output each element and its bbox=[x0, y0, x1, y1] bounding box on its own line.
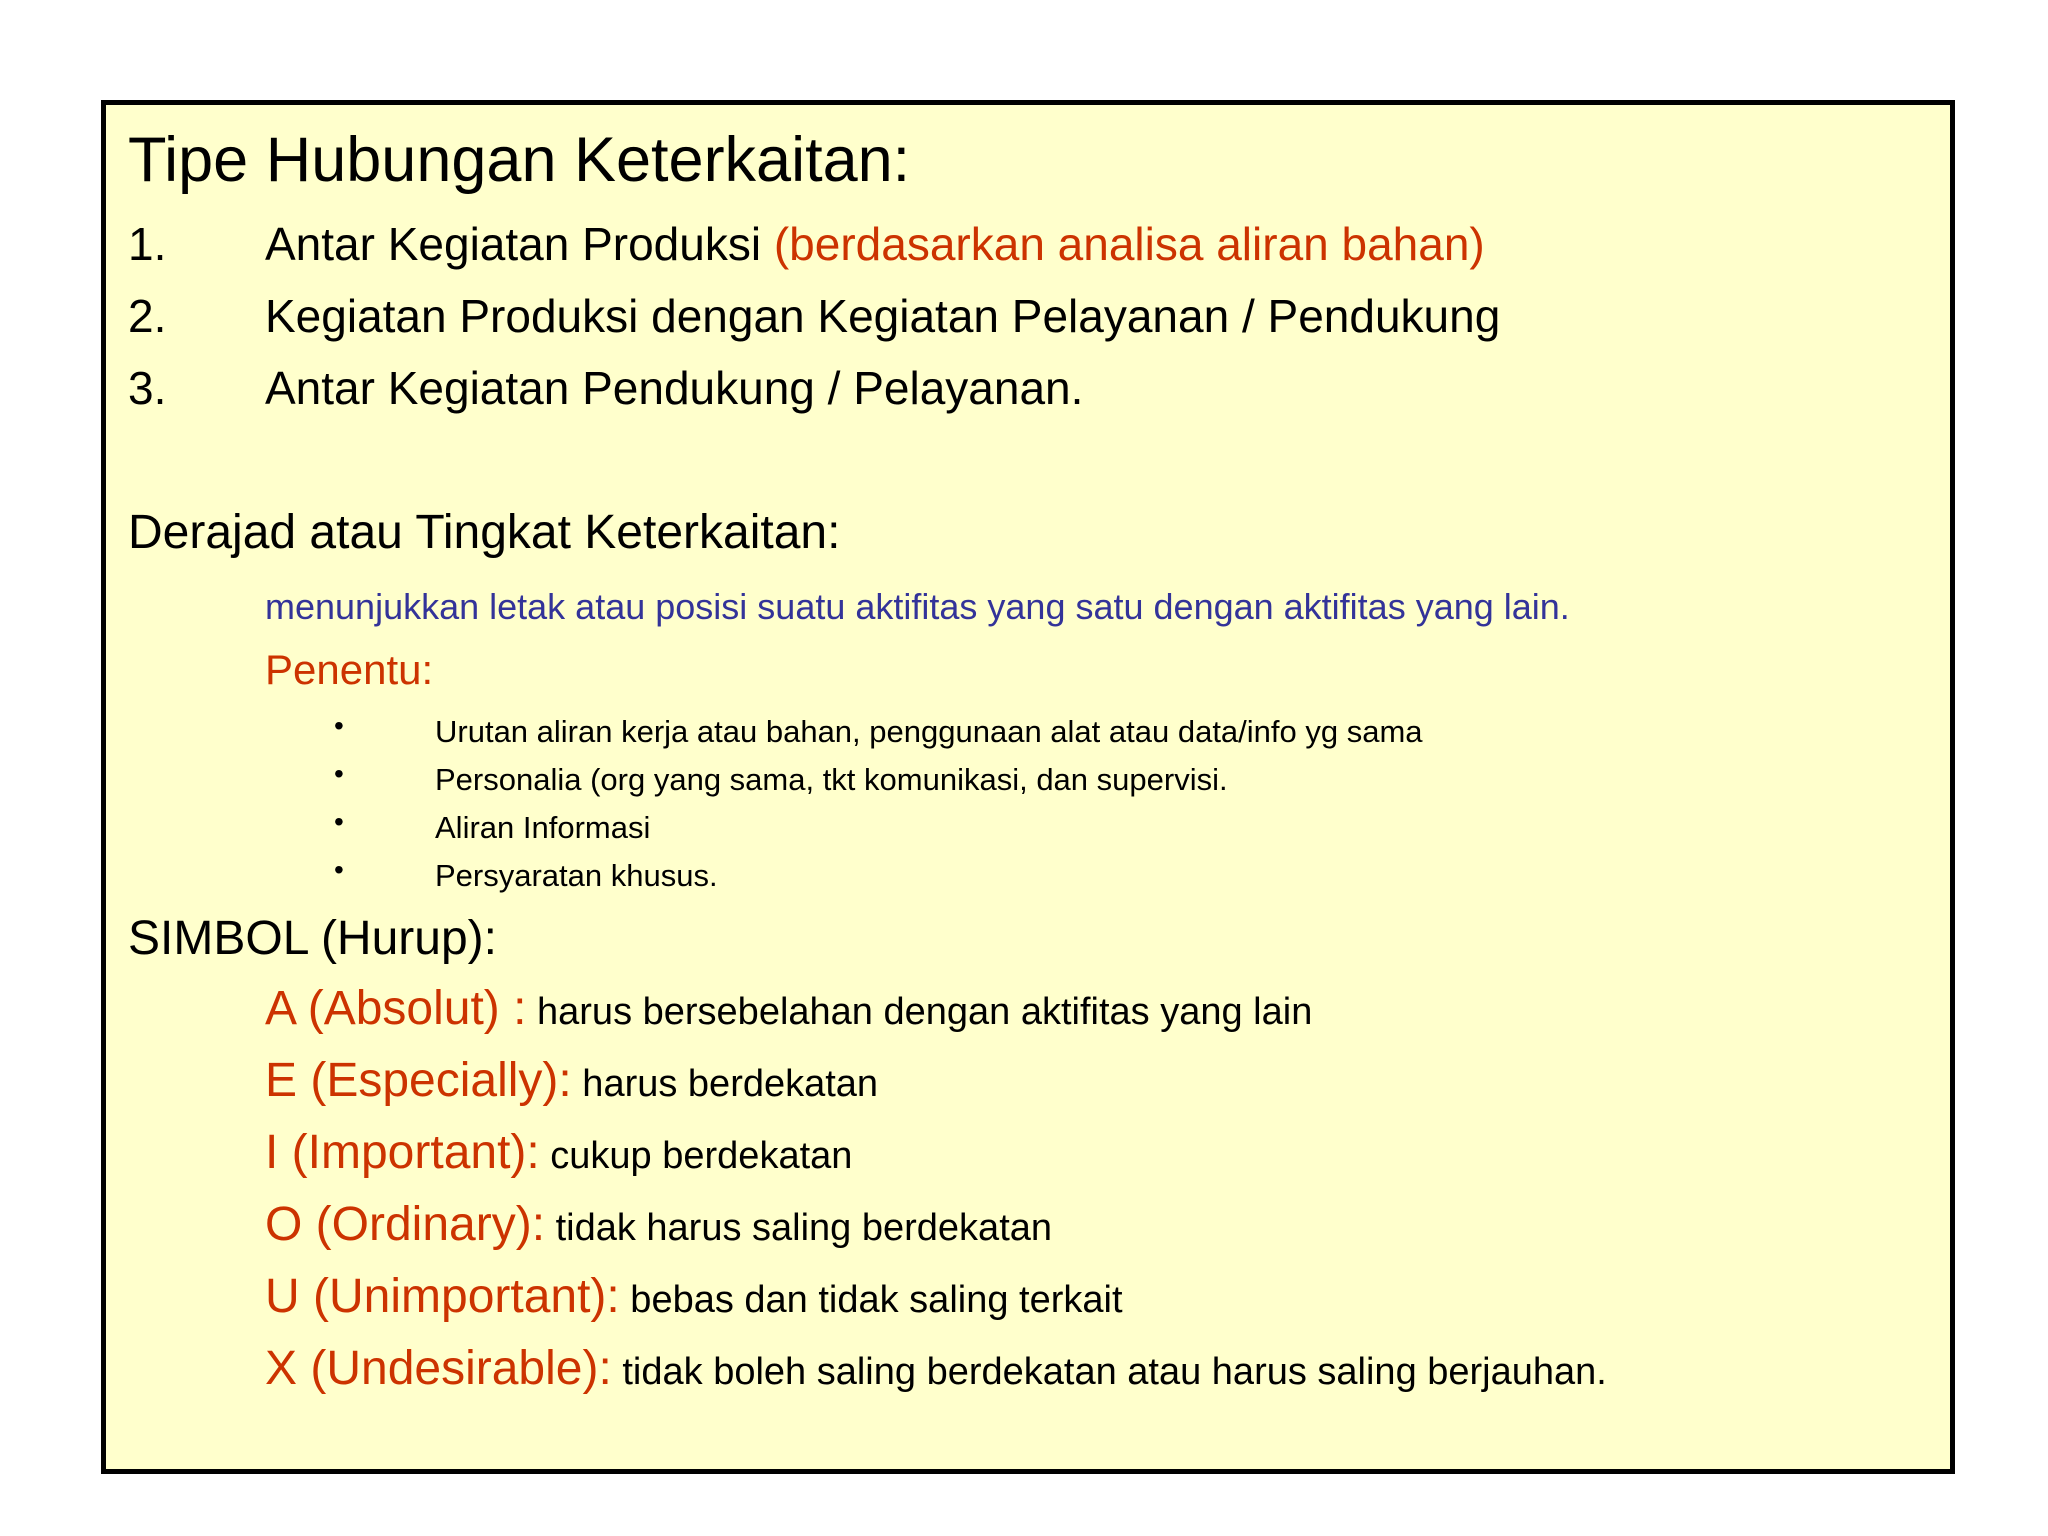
symbol-key: X (Undesirable): bbox=[265, 1342, 612, 1395]
symbol-value: harus berdekatan bbox=[571, 1063, 879, 1105]
type-number: 1. bbox=[128, 218, 167, 270]
degree-heading: Derajad atau Tingkat Keterkaitan: bbox=[128, 506, 841, 559]
symbol-item-i bbox=[265, 1126, 853, 1179]
symbol-value: cukup berdekatan bbox=[539, 1135, 853, 1177]
symbol-item-o bbox=[265, 1198, 1053, 1251]
symbol-key: O (Ordinary): bbox=[265, 1198, 546, 1251]
symbol-value: harus bersebelahan dengan aktifitas yang lain bbox=[526, 991, 1313, 1033]
bullet-icon: • bbox=[334, 854, 344, 885]
type-item-3 bbox=[128, 362, 1828, 415]
type-number: 3. bbox=[128, 362, 167, 414]
bullet-icon: • bbox=[334, 758, 344, 789]
symbol-item-a bbox=[265, 982, 1313, 1035]
determinant-label: Penentu: bbox=[265, 646, 434, 693]
determinant-item: • Aliran Informasi bbox=[334, 806, 651, 845]
bullet-icon: • bbox=[334, 710, 344, 741]
type-number: 2. bbox=[128, 290, 167, 342]
symbol-key: E (Especially): bbox=[265, 1054, 572, 1107]
symbol-key: U (Unimportant): bbox=[265, 1270, 620, 1323]
degree-description: menunjukkan letak atau posisi suatu aktifitas yang satu dengan aktifitas yang lain. bbox=[265, 586, 1570, 627]
slide-panel bbox=[101, 100, 1955, 1474]
determinant-item: • Urutan aliran kerja atau bahan, penggunaan alat atau data/info yg sama bbox=[334, 710, 1423, 749]
symbol-value: bebas dan tidak saling terkait bbox=[619, 1279, 1123, 1321]
symbol-item-x bbox=[265, 1342, 1607, 1395]
type-text: Antar Kegiatan Produksi bbox=[265, 218, 774, 270]
type-text: Antar Kegiatan Pendukung / Pelayanan. bbox=[265, 362, 1084, 414]
symbol-key: A (Absolut) : bbox=[265, 982, 527, 1035]
type-item-1 bbox=[128, 218, 1828, 271]
symbols-heading: SIMBOL (Hurup): bbox=[128, 912, 497, 965]
symbol-item-u bbox=[265, 1270, 1123, 1323]
slide-title: Tipe Hubungan Keterkaitan: bbox=[128, 125, 911, 195]
type-item-2 bbox=[128, 290, 1828, 343]
determinant-item: • Personalia (org yang sama, tkt komunikasi, dan supervisi. bbox=[334, 758, 1228, 797]
bullet-icon: • bbox=[334, 806, 344, 837]
determinant-item: • Persyaratan khusus. bbox=[334, 854, 718, 893]
symbol-value: tidak boleh saling berdekatan atau harus saling berjauhan. bbox=[611, 1351, 1607, 1393]
symbol-key: I (Important): bbox=[265, 1126, 540, 1179]
type-text: Kegiatan Produksi dengan Kegiatan Pelayanan / Pendukung bbox=[265, 290, 1501, 342]
symbol-value: tidak harus saling berdekatan bbox=[545, 1207, 1053, 1249]
symbol-item-e bbox=[265, 1054, 879, 1107]
type-note: (berdasarkan analisa aliran bahan) bbox=[773, 218, 1485, 270]
